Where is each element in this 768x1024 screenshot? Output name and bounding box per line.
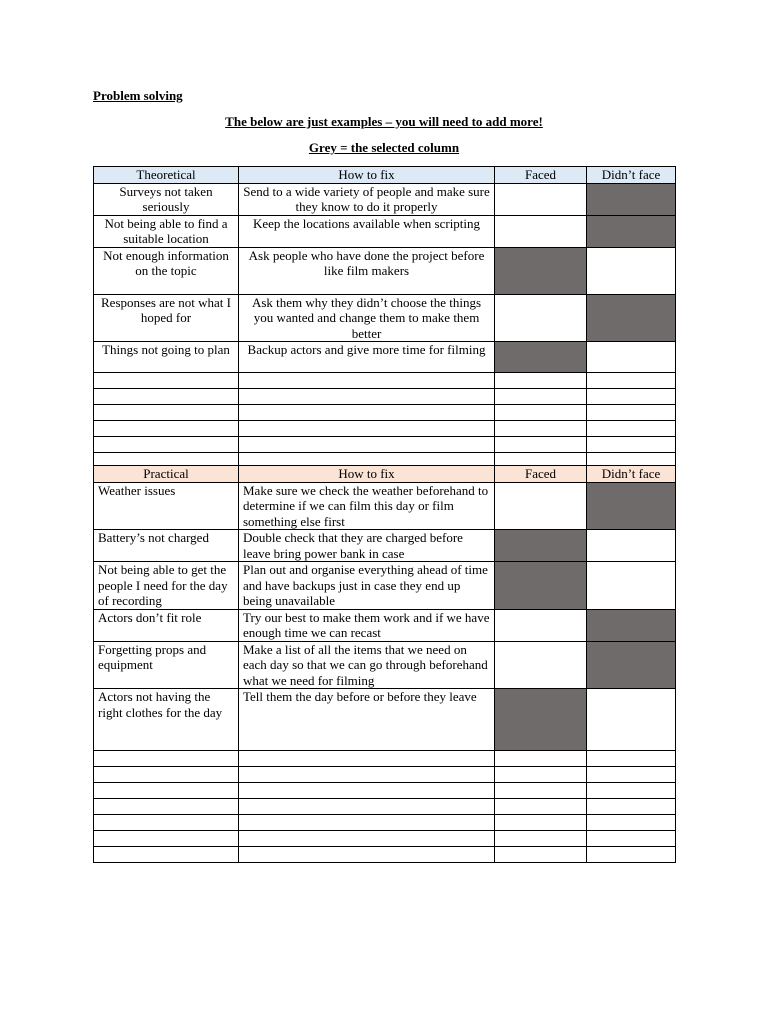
empty-cell[interactable] [495,831,587,847]
practical-table [93,465,676,863]
faced-cell-selected[interactable] [495,247,587,294]
empty-cell[interactable] [587,767,676,783]
fix-cell[interactable]: Ask people who have done the project before like film makers [239,247,495,294]
empty-row [94,421,676,437]
empty-cell[interactable] [587,831,676,847]
problem-cell[interactable]: Not being able to get the people I need for the day of recording [94,562,239,610]
faced-cell-selected[interactable] [495,530,587,562]
empty-cell[interactable] [94,767,239,783]
header-how-to-fix: How to fix [239,466,495,483]
empty-row [94,799,676,815]
empty-cell[interactable] [495,815,587,831]
empty-cell[interactable] [94,815,239,831]
empty-cell[interactable] [94,421,239,437]
problem-cell[interactable]: Battery’s not charged [94,530,239,562]
table-row [94,183,676,215]
problem-cell[interactable]: Things not going to plan [94,342,239,373]
didnt-face-cell[interactable] [587,689,676,751]
empty-cell[interactable] [94,847,239,863]
didnt-face-cell-selected[interactable] [587,482,676,530]
empty-row [94,783,676,799]
empty-cell[interactable] [239,815,495,831]
fix-cell[interactable]: Make a list of all the items that we need on each day so that we can go through beforehand what we need for filming [239,641,495,689]
problem-cell[interactable]: Surveys not taken seriously [94,183,239,215]
empty-row [94,751,676,767]
table-row [94,342,676,373]
empty-cell[interactable] [587,389,676,405]
empty-cell[interactable] [495,767,587,783]
faced-cell[interactable] [495,294,587,342]
faced-cell[interactable] [495,609,587,641]
empty-cell[interactable] [239,799,495,815]
empty-cell[interactable] [587,783,676,799]
faced-cell[interactable] [495,215,587,247]
header-didnt-face: Didn’t face [587,466,676,483]
empty-cell[interactable] [239,389,495,405]
faced-cell-selected[interactable] [495,689,587,751]
empty-row [94,405,676,421]
empty-cell[interactable] [94,405,239,421]
header-how-to-fix: How to fix [239,167,495,184]
table-row [94,689,676,751]
empty-cell[interactable] [495,799,587,815]
didnt-face-cell[interactable] [587,342,676,373]
empty-cell[interactable] [94,389,239,405]
table-row [94,609,676,641]
didnt-face-cell-selected[interactable] [587,215,676,247]
empty-cell[interactable] [239,751,495,767]
grey-legend-note: Grey = the selected column [308,140,460,155]
examples-note: The below are just examples – you will need to add more! [225,114,543,129]
empty-cell[interactable] [495,437,587,453]
empty-cell[interactable] [239,421,495,437]
fix-cell[interactable]: Tell them the day before or before they leave [239,689,495,751]
empty-cell[interactable] [239,831,495,847]
empty-row [94,831,676,847]
faced-cell[interactable] [495,482,587,530]
faced-cell[interactable] [495,641,587,689]
fix-cell[interactable]: Make sure we check the weather beforehand to determine if we can film this day or film something else first [239,482,495,530]
table-row [94,530,676,562]
fix-cell[interactable]: Keep the locations available when scripting [239,215,495,247]
problem-cell[interactable]: Actors not having the right clothes for the day [94,689,239,751]
didnt-face-cell-selected[interactable] [587,294,676,342]
fix-cell[interactable]: Send to a wide variety of people and make sure they know to do it properly [239,183,495,215]
empty-cell[interactable] [94,783,239,799]
empty-cell[interactable] [587,421,676,437]
problem-cell[interactable]: Responses are not what I hoped for [94,294,239,342]
empty-cell[interactable] [495,405,587,421]
empty-row [94,437,676,453]
empty-cell[interactable] [239,767,495,783]
fix-cell[interactable]: Backup actors and give more time for filming [239,342,495,373]
table-row [94,482,676,530]
table-row [94,247,676,294]
table-row [94,215,676,247]
didnt-face-cell-selected[interactable] [587,183,676,215]
didnt-face-cell-selected[interactable] [587,609,676,641]
header-practical: Practical [94,466,239,483]
empty-cell[interactable] [587,373,676,389]
empty-row [94,847,676,863]
empty-cell[interactable] [587,847,676,863]
header-faced: Faced [495,466,587,483]
empty-cell[interactable] [94,437,239,453]
theoretical-table [93,166,676,469]
empty-cell[interactable] [587,815,676,831]
empty-cell[interactable] [239,783,495,799]
empty-cell[interactable] [94,799,239,815]
header-theoretical: Theoretical [94,167,239,184]
fix-cell[interactable]: Plan out and organise everything ahead of time and have backups just in case they end up being unavailable [239,562,495,610]
theoretical-header-row [94,167,676,184]
empty-cell[interactable] [239,373,495,389]
empty-cell[interactable] [495,783,587,799]
empty-cell[interactable] [587,751,676,767]
problem-cell[interactable]: Not enough information on the topic [94,247,239,294]
header-faced: Faced [495,167,587,184]
problem-cell[interactable]: Not being able to find a suitable location [94,215,239,247]
fix-cell[interactable]: Double check that they are charged before leave bring power bank in case [239,530,495,562]
empty-cell[interactable] [94,831,239,847]
faced-cell-selected[interactable] [495,342,587,373]
empty-cell[interactable] [587,405,676,421]
empty-cell[interactable] [587,437,676,453]
empty-cell[interactable] [94,751,239,767]
empty-row [94,389,676,405]
empty-cell[interactable] [94,373,239,389]
practical-header-row [94,466,676,483]
didnt-face-cell[interactable] [587,562,676,610]
empty-row [94,373,676,389]
faced-cell-selected[interactable] [495,562,587,610]
empty-cell[interactable] [239,405,495,421]
table-row [94,562,676,610]
page-title: Problem solving [93,88,183,103]
header-didnt-face: Didn’t face [587,167,676,184]
empty-cell[interactable] [239,437,495,453]
table-row [94,641,676,689]
empty-cell[interactable] [495,847,587,863]
fix-cell[interactable]: Ask them why they didn’t choose the things you wanted and change them to make them better [239,294,495,342]
didnt-face-cell[interactable] [587,530,676,562]
didnt-face-cell-selected[interactable] [587,641,676,689]
problem-cell[interactable]: Weather issues [94,482,239,530]
empty-row [94,815,676,831]
empty-cell[interactable] [495,389,587,405]
empty-row [94,767,676,783]
empty-cell[interactable] [587,799,676,815]
empty-cell[interactable] [239,847,495,863]
table-row [94,294,676,342]
problem-cell[interactable]: Actors don’t fit role [94,609,239,641]
didnt-face-cell[interactable] [587,247,676,294]
fix-cell[interactable]: Try our best to make them work and if we have enough time we can recast [239,609,495,641]
problem-cell[interactable]: Forgetting props and equipment [94,641,239,689]
faced-cell[interactable] [495,183,587,215]
empty-cell[interactable] [495,751,587,767]
empty-cell[interactable] [495,421,587,437]
empty-cell[interactable] [495,373,587,389]
